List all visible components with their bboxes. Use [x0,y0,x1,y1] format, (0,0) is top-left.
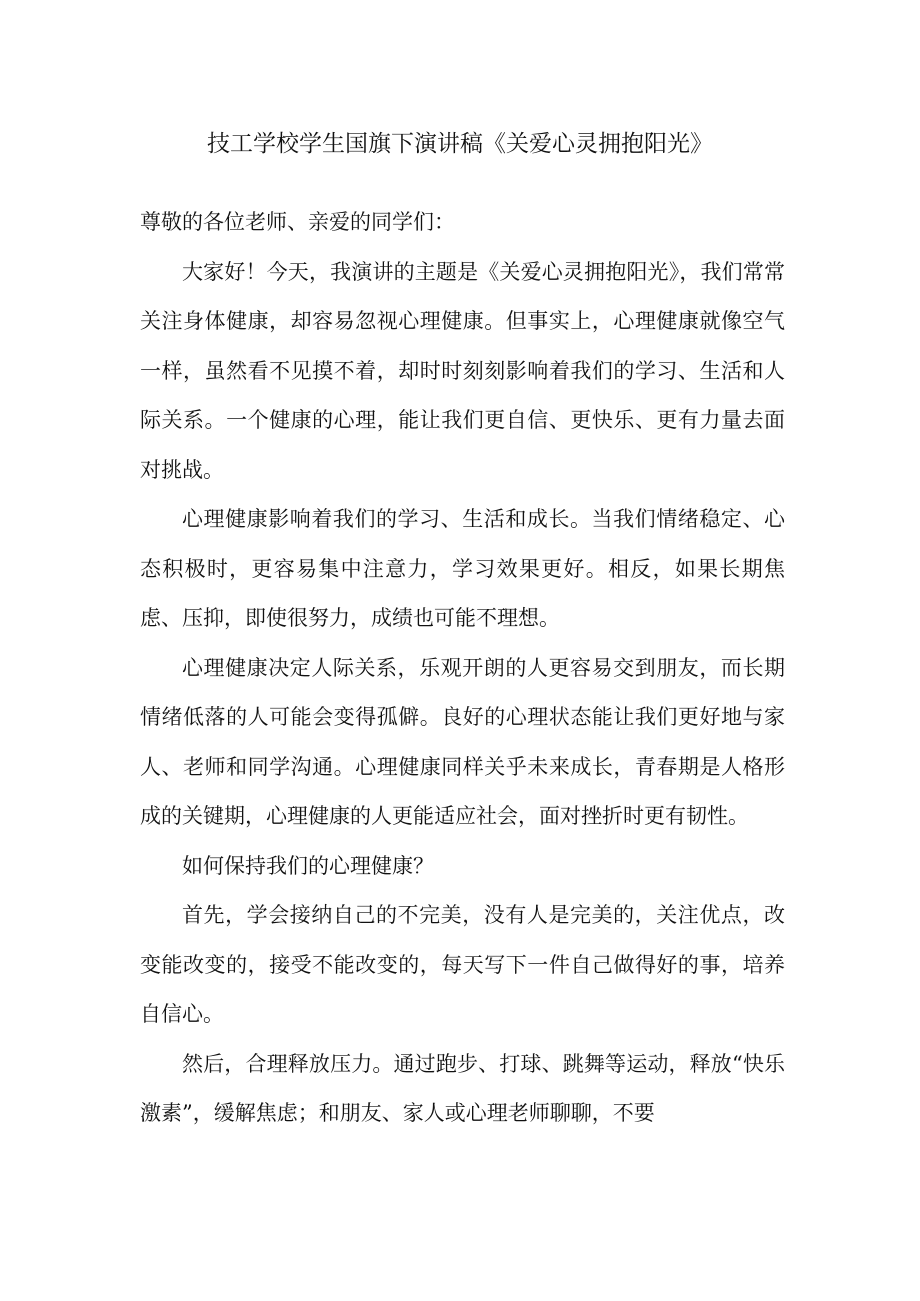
document-body [140,198,785,1139]
greeting: 尊敬的各位老师、亲爱的同学们： [140,210,455,234]
paragraph: 然后，合理释放压力。通过跑步、打球、跳舞等运动，释放“快乐激素”，缓解焦虑；和朋友、家人或心理老师聊聊，不要 [140,1051,785,1125]
paragraph: 首先，学会接纳自己的不完美，没有人是完美的，关注优点，改变能改变的，接受不能改变的，每天写下一件自己做得好的事，培养自信心。 [140,903,785,1026]
paragraph: 心理健康决定人际关系，乐观开朗的人更容易交到朋友，而长期情绪低落的人可能会变得孤僻。良好的心理状态能让我们更好地与家人、老师和同学沟通。心理健康同样关乎未来成长，青春期是人格形成的关键期，心理健康的人更能适应社会，面对挫折时更有韧性。 [140,655,785,828]
document-title: 技工学校学生国旗下演讲稿《关爱心灵拥抱阳光》 [207,131,713,157]
paragraph: 大家好！今天，我演讲的主题是《关爱心灵拥抱阳光》，我们常常关注身体健康，却容易忽视心理健康。但事实上，心理健康就像空气一样，虽然看不见摸不着，却时时刻刻影响着我们的学习、生活和人际关系。一个健康的心理，能让我们更自信、更快乐、更有力量去面对挑战。 [140,259,785,482]
paragraph: 如何保持我们的心理健康？ [182,853,434,878]
paragraph: 心理健康影响着我们的学习、生活和成长。当我们情绪稳定、心态积极时，更容易集中注意力，学习效果更好。相反，如果长期焦虑、压抑，即使很努力，成绩也可能不理想。 [140,507,785,630]
